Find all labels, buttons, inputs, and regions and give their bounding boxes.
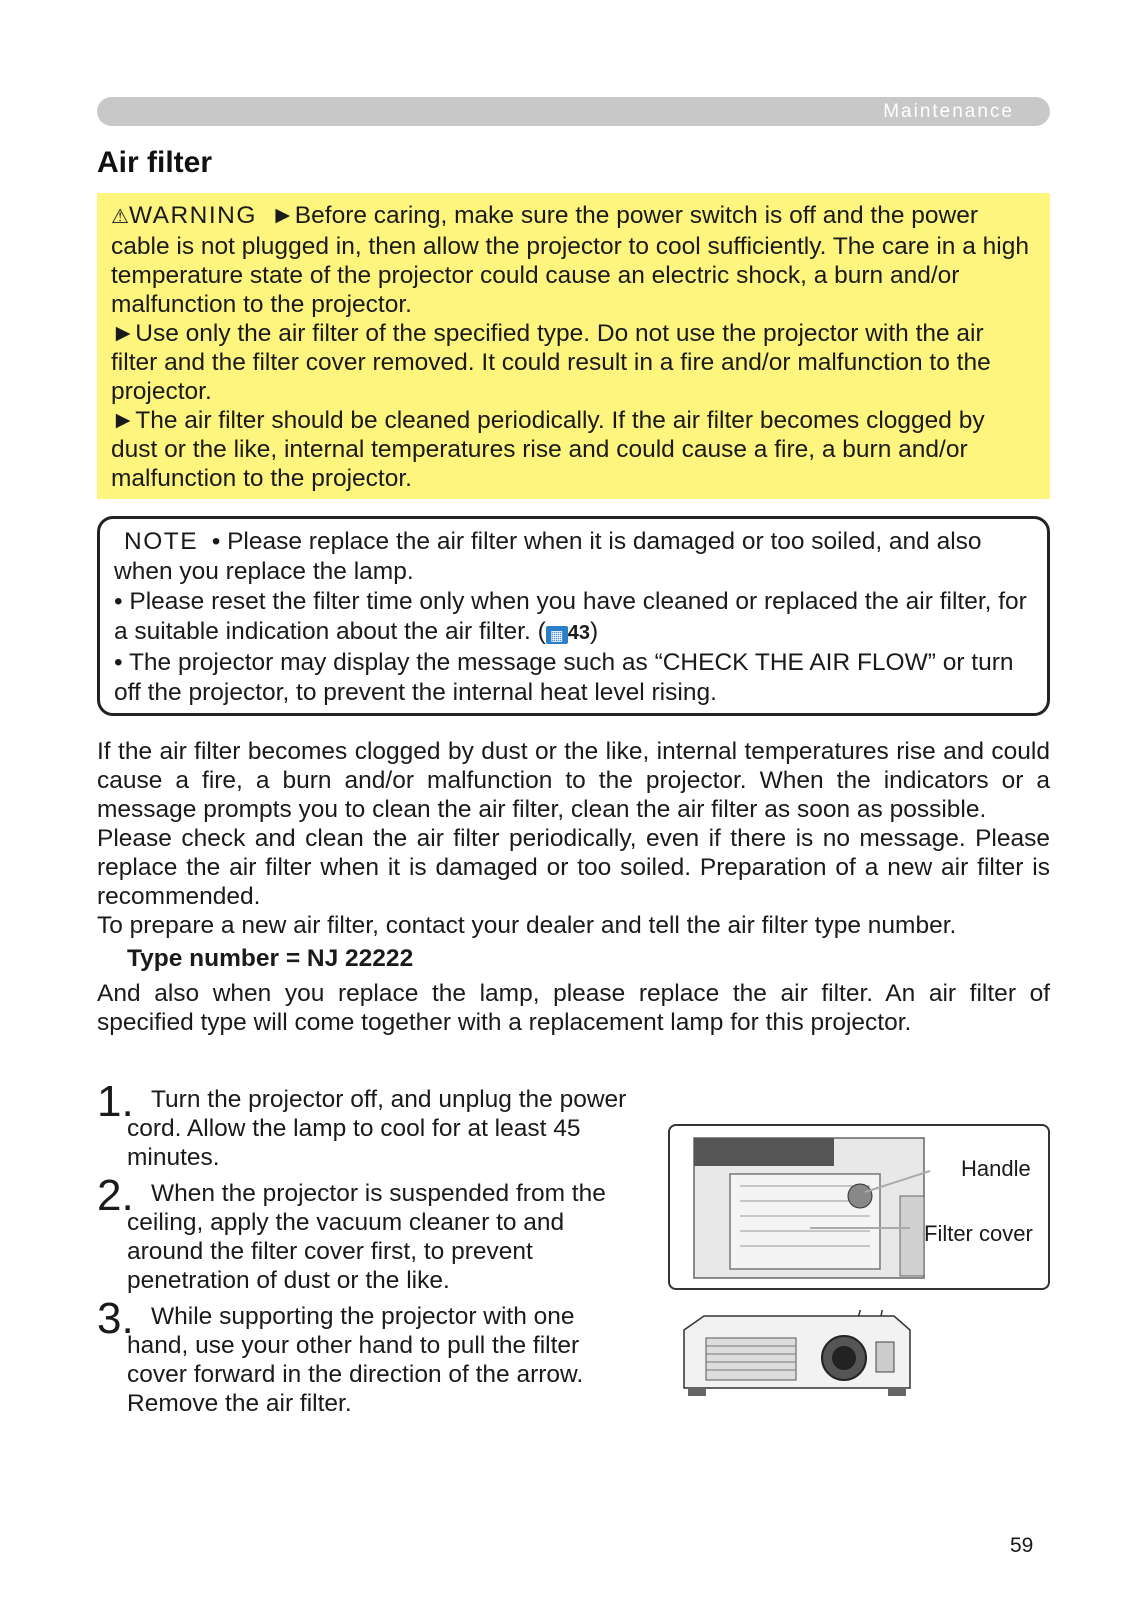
warning-text-1: ►Before caring, make sure the power switch is off and the power cable is not plugged in, then allow the projector to cool sufficiently. The care in a high temperature state of the projector could cause an electric shock, a burn and/or malfunction to the projector. <box>111 202 1029 318</box>
section-header-bar <box>97 97 1050 126</box>
warning-paragraph-3: ►The air filter should be cleaned periodically. If the air filter becomes clogged by dust or the like, internal temperatures rise and could cause a fire, a burn and/or malfunction to the projector. <box>111 407 985 492</box>
step-3 <box>97 1294 642 1418</box>
step-text: When the projector is suspended from the ceiling, apply the vacuum cleaner to and around the filter cover first, to prevent penetration of dust or the like. <box>127 1180 606 1294</box>
warning-paragraph-2: ►Use only the air filter of the specified type. Do not use the projector with the air filter and the filter cover removed. It could result in a fire and/or malfunction to the projector. <box>111 320 991 405</box>
step-1 <box>97 1077 642 1172</box>
type-number: Type number = NJ 22222 <box>127 945 414 972</box>
warning-triangle-icon: ⚠ <box>111 206 129 228</box>
step-number: 1. <box>97 1077 134 1126</box>
step-2 <box>97 1171 642 1295</box>
step-number: 3. <box>97 1294 134 1343</box>
note-item-2 <box>114 587 1033 648</box>
book-reference-icon: ▦ <box>546 626 568 644</box>
step-text: Turn the projector off, and unplug the power cord. Allow the lamp to cool for at least 45 minutes. <box>127 1086 627 1171</box>
warning-label: WARNING <box>128 202 257 229</box>
projector-illustration <box>676 1310 916 1402</box>
step-text: While supporting the projector with one hand, use your other hand to pull the filter cover forward in the direction of the arrow. Remove the air filter. <box>127 1303 584 1417</box>
warning-paragraph-1 <box>111 201 1036 319</box>
page-number: 59 <box>1010 1534 1034 1557</box>
filter-cover-label: Filter cover <box>924 1221 1033 1246</box>
note-item-3: • The projector may display the message such as “CHECK THE AIR FLOW” or turn off the projector, to prevent the internal heat level rising. <box>114 649 1014 706</box>
steps-list <box>97 1077 642 1425</box>
body-text <box>97 737 1050 1037</box>
step-number: 2. <box>97 1171 134 1220</box>
page-reference[interactable]: 43 <box>567 622 590 644</box>
warning-box <box>97 193 1050 499</box>
body-paragraph-3: To prepare a new air filter, contact your dealer and tell the air filter type number. <box>97 912 957 939</box>
note-text-2-end: ) <box>589 618 599 645</box>
filter-detail-illustration <box>670 1126 1052 1292</box>
note-label: NOTE <box>124 528 199 555</box>
body-paragraph-4: And also when you replace the lamp, please replace the air filter. An air filter of specified type will come together with a replacement lamp for this projector. <box>97 980 1050 1036</box>
note-text-1: • Please replace the air filter when it is damaged or too soiled, and also when you replace the lamp. <box>114 528 982 585</box>
handle-label: Handle <box>961 1156 1031 1181</box>
note-box <box>97 516 1050 716</box>
section-label: Maintenance <box>883 101 1014 122</box>
body-paragraph-1: If the air filter becomes clogged by dust or the like, internal temperatures rise and could cause a fire, a burn and/or malfunction to the projector. When the indicators or a message prompts you to clean the air filter, clean the air filter as soon as possible. <box>97 738 1050 823</box>
note-text-2: • Please reset the filter time only when you have cleaned or replaced the air filter, for a suitable indication about the air filter. ( <box>114 588 1027 645</box>
filter-detail-callout <box>668 1124 1050 1290</box>
body-paragraph-2: Please check and clean the air filter periodically, even if there is no message. Please replace the air filter when it is damaged or too soiled. Preparation of a new air filter is recommended. <box>97 825 1050 910</box>
page-title: Air filter <box>97 146 213 179</box>
note-item-1 <box>114 527 1033 587</box>
